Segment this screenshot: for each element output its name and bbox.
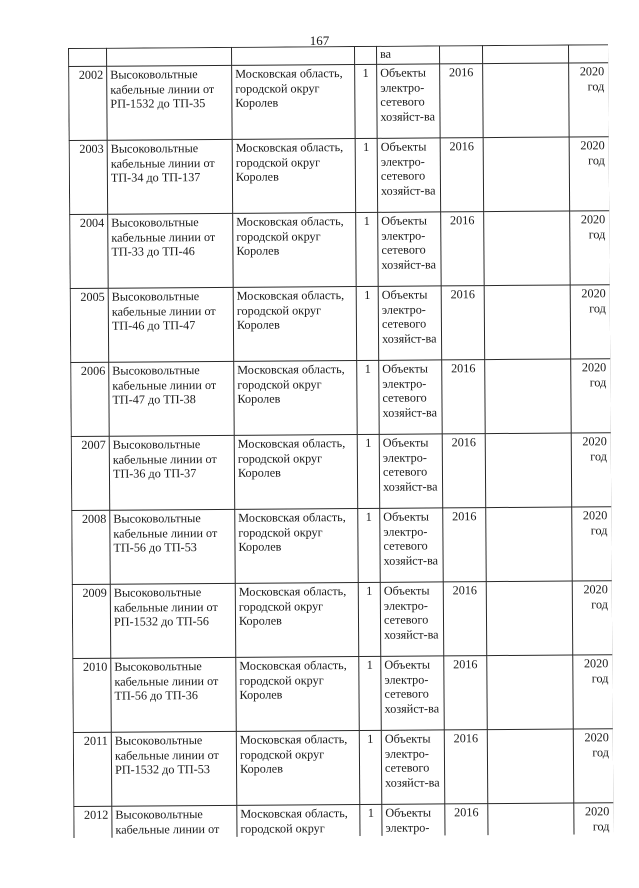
- table-row: [72, 507, 613, 585]
- cell-term: 2020 год: [569, 63, 610, 137]
- cell-term: [568, 45, 608, 63]
- cell-number: 2009: [72, 584, 111, 658]
- cell-term: 2020 год: [570, 211, 611, 285]
- cell-name: [107, 47, 232, 66]
- cell-quantity: 1: [359, 656, 382, 730]
- cell-empty: [487, 729, 574, 804]
- cell-number: 2011: [73, 732, 112, 806]
- cell-location: Московская область, городской округ Королев: [234, 360, 358, 435]
- cell-category: Объекты электро-сетевого хозяйст-ва: [378, 212, 442, 286]
- cell-category: Объекты электро-сетевого хозяйст-ва: [377, 138, 441, 212]
- cell-number: 2008: [72, 510, 111, 584]
- cell-empty: [482, 45, 568, 64]
- cell-term: 2020 год: [571, 433, 612, 507]
- cell-name: Высоковольтные кабельные линии от ТП-56 до ТП-36: [111, 657, 237, 732]
- cell-location: Московская область, городской округ Королев: [236, 730, 360, 805]
- cell-category: Объекты электро-сетевого хозяйст-ва: [379, 434, 443, 508]
- cell-name: Высоковольтные кабельные линии от ТП-46 до ТП-47: [108, 287, 234, 362]
- cell-number: 2005: [70, 288, 109, 362]
- cell-name: Высоковольтные кабельные линии от ТП-56 до ТП-53: [110, 509, 236, 584]
- table-row: [70, 211, 611, 289]
- cell-year: [439, 46, 482, 64]
- cell-location: Московская область, городской округ Королев: [235, 582, 359, 657]
- cell-empty: [483, 137, 570, 212]
- table-row: [73, 729, 613, 807]
- cell-location: Московская область, городской округ Королев: [235, 508, 359, 583]
- cell-empty: [484, 211, 571, 286]
- cell-name: Высоковольтные кабельные линии от ТП-47 до ТП-38: [109, 361, 235, 436]
- page-number: 167: [309, 33, 330, 48]
- cell-category: Объекты электро-: [382, 804, 445, 838]
- cell-quantity: 1: [359, 730, 382, 804]
- register-table: [68, 44, 614, 838]
- cell-quantity: 1: [355, 138, 378, 212]
- table-row: [71, 433, 612, 511]
- cell-location: Московская область, городской округ Королев: [232, 64, 356, 139]
- cell-number: 2007: [71, 436, 110, 510]
- cell-quantity: 1: [360, 804, 382, 838]
- cell-quantity: 1: [355, 64, 378, 138]
- table-row: [72, 581, 613, 659]
- cell-name: Высоковольтные кабельные линии от РП-1532 до ТП-35: [107, 65, 233, 140]
- table-row: [74, 803, 614, 838]
- cell-quantity: 1: [358, 508, 381, 582]
- cell-quantity: 1: [357, 434, 380, 508]
- cell-empty: [484, 285, 571, 360]
- cell-category: Объекты электро-сетевого хозяйст-ва: [377, 64, 441, 138]
- cell-category: ва: [376, 46, 439, 64]
- cell-number: 2002: [69, 66, 108, 140]
- cell-category: Объекты электро-сетевого хозяйст-ва: [380, 508, 444, 582]
- table-row: [73, 655, 614, 733]
- cell-year: 2016: [444, 730, 488, 804]
- cell-number: 2003: [69, 140, 108, 214]
- cell-location: Московская область, городской округ Королев: [232, 138, 356, 213]
- cell-quantity: [354, 46, 376, 64]
- cell-quantity: 1: [356, 212, 379, 286]
- cell-term: 2020 год: [572, 507, 613, 581]
- cell-number: 2012: [74, 806, 112, 838]
- cell-name: Высоковольтные кабельные линии от РП-1532 до ТП-53: [111, 731, 237, 806]
- cell-term: 2020 год: [570, 285, 611, 359]
- cell-year: 2016: [443, 582, 487, 656]
- cell-category: Объекты электро-сетевого хозяйст-ва: [380, 582, 444, 656]
- table-row: [69, 137, 610, 215]
- cell-number: 2004: [70, 214, 109, 288]
- cell-location: [231, 46, 354, 65]
- cell-number: 2010: [73, 658, 112, 732]
- table-row: [70, 285, 611, 363]
- cell-name: Высоковольтные кабельные линии от ТП-33 до ТП-46: [108, 213, 234, 288]
- cell-number: 2006: [71, 362, 110, 436]
- cell-empty: [485, 359, 572, 434]
- cell-location: Московская область, городской округ: [237, 804, 360, 837]
- cell-name: Высоковольтные кабельные линии от ТП-36 до ТП-37: [109, 435, 235, 510]
- cell-empty: [483, 63, 570, 138]
- cell-name: Высоковольтные кабельные линии от ТП-34 до ТП-137: [107, 139, 233, 214]
- cell-empty: [486, 507, 573, 582]
- cell-term: 2020 год: [573, 655, 614, 729]
- cell-empty: [485, 433, 572, 508]
- cell-category: Объекты электро-сетевого хозяйст-ва: [381, 730, 445, 804]
- cell-year: 2016: [441, 212, 485, 286]
- cell-category: Объекты электро-сетевого хозяйст-ва: [379, 360, 443, 434]
- cell-empty: [488, 803, 574, 838]
- cell-category: Объекты электро-сетевого хозяйст-ва: [378, 286, 442, 360]
- cell-term: 2020 год: [572, 581, 613, 655]
- cell-location: Московская область, городской округ Королев: [233, 212, 357, 287]
- cell-empty: [486, 581, 573, 656]
- cell-year: 2016: [440, 138, 484, 212]
- cell-year: 2016: [445, 804, 488, 838]
- table-row: [69, 63, 610, 141]
- cell-term: 2020 год: [573, 729, 613, 803]
- cell-year: 2016: [440, 64, 484, 138]
- cell-number: [69, 48, 107, 66]
- cell-name: Высоковольтные кабельные линии от: [112, 805, 237, 838]
- register-table-wrapper: [68, 44, 614, 838]
- cell-location: Московская область, городской округ Королев: [234, 434, 358, 509]
- cell-year: 2016: [443, 508, 487, 582]
- cell-year: 2016: [441, 286, 485, 360]
- cell-year: 2016: [444, 656, 488, 730]
- cell-location: Московская область, городской округ Королев: [236, 656, 360, 731]
- cell-empty: [487, 655, 574, 730]
- cell-quantity: 1: [357, 360, 380, 434]
- cell-location: Московская область, городской округ Королев: [233, 286, 357, 361]
- table-row: [71, 359, 612, 437]
- cell-quantity: 1: [356, 286, 379, 360]
- cell-year: 2016: [442, 434, 486, 508]
- cell-term: 2020 год: [569, 137, 610, 211]
- cell-term: 2020 год: [574, 803, 614, 838]
- cell-quantity: 1: [358, 582, 381, 656]
- cell-name: Высоковольтные кабельные линии от РП-1532 до ТП-56: [110, 583, 236, 658]
- cell-year: 2016: [442, 360, 486, 434]
- cell-term: 2020 год: [571, 359, 612, 433]
- cell-category: Объекты электро-сетевого хозяйст-ва: [381, 656, 445, 730]
